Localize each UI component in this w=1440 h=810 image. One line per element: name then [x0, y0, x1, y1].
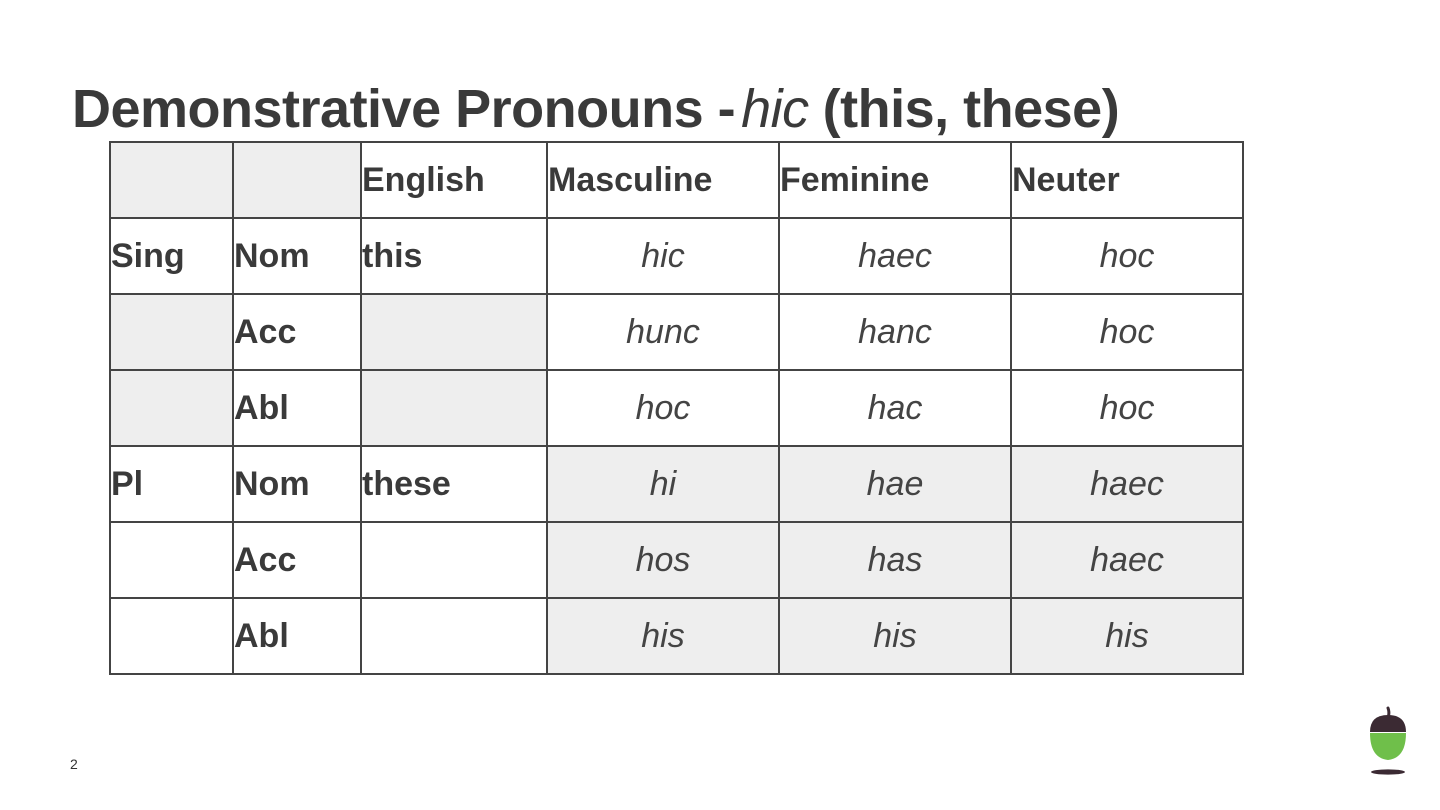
english-cell	[361, 294, 547, 370]
case-cell: Abl	[233, 370, 361, 446]
header-cell-number	[110, 142, 233, 218]
masculine-cell: hoc	[547, 370, 779, 446]
neuter-cell: haec	[1011, 522, 1243, 598]
title-emphasis: hic	[741, 79, 809, 139]
number-cell	[110, 522, 233, 598]
neuter-cell: haec	[1011, 446, 1243, 522]
table-row	[110, 218, 1243, 294]
english-cell: these	[361, 446, 547, 522]
feminine-cell: hae	[779, 446, 1011, 522]
case-cell: Nom	[233, 218, 361, 294]
english-cell: this	[361, 218, 547, 294]
neuter-cell: his	[1011, 598, 1243, 674]
title-suffix: (this, these)	[822, 79, 1120, 139]
header-neuter: Neuter	[1011, 142, 1243, 218]
masculine-cell: his	[547, 598, 779, 674]
header-english: English	[361, 142, 547, 218]
masculine-cell: hic	[547, 218, 779, 294]
case-cell: Acc	[233, 522, 361, 598]
feminine-cell: hanc	[779, 294, 1011, 370]
table-row	[110, 446, 1243, 522]
number-cell: Pl	[110, 446, 233, 522]
masculine-cell: hunc	[547, 294, 779, 370]
page-number: 2	[70, 756, 78, 772]
case-cell: Abl	[233, 598, 361, 674]
acorn-logo-icon	[1366, 706, 1410, 776]
case-cell: Nom	[233, 446, 361, 522]
feminine-cell: has	[779, 522, 1011, 598]
declension-table	[109, 141, 1244, 675]
masculine-cell: hi	[547, 446, 779, 522]
english-cell	[361, 370, 547, 446]
masculine-cell: hos	[547, 522, 779, 598]
header-masculine: Masculine	[547, 142, 779, 218]
header-row	[110, 142, 1243, 218]
number-cell	[110, 598, 233, 674]
table-row	[110, 370, 1243, 446]
table-row	[110, 522, 1243, 598]
neuter-cell: hoc	[1011, 370, 1243, 446]
header-feminine: Feminine	[779, 142, 1011, 218]
header-cell-case	[233, 142, 361, 218]
case-cell: Acc	[233, 294, 361, 370]
number-cell	[110, 294, 233, 370]
table-row	[110, 598, 1243, 674]
slide-title	[72, 78, 1119, 140]
title-prefix: Demonstrative Pronouns -	[72, 79, 736, 139]
english-cell	[361, 598, 547, 674]
table-row	[110, 294, 1243, 370]
neuter-cell: hoc	[1011, 218, 1243, 294]
feminine-cell: hac	[779, 370, 1011, 446]
feminine-cell: haec	[779, 218, 1011, 294]
number-cell	[110, 370, 233, 446]
neuter-cell: hoc	[1011, 294, 1243, 370]
feminine-cell: his	[779, 598, 1011, 674]
number-cell: Sing	[110, 218, 233, 294]
english-cell	[361, 522, 547, 598]
